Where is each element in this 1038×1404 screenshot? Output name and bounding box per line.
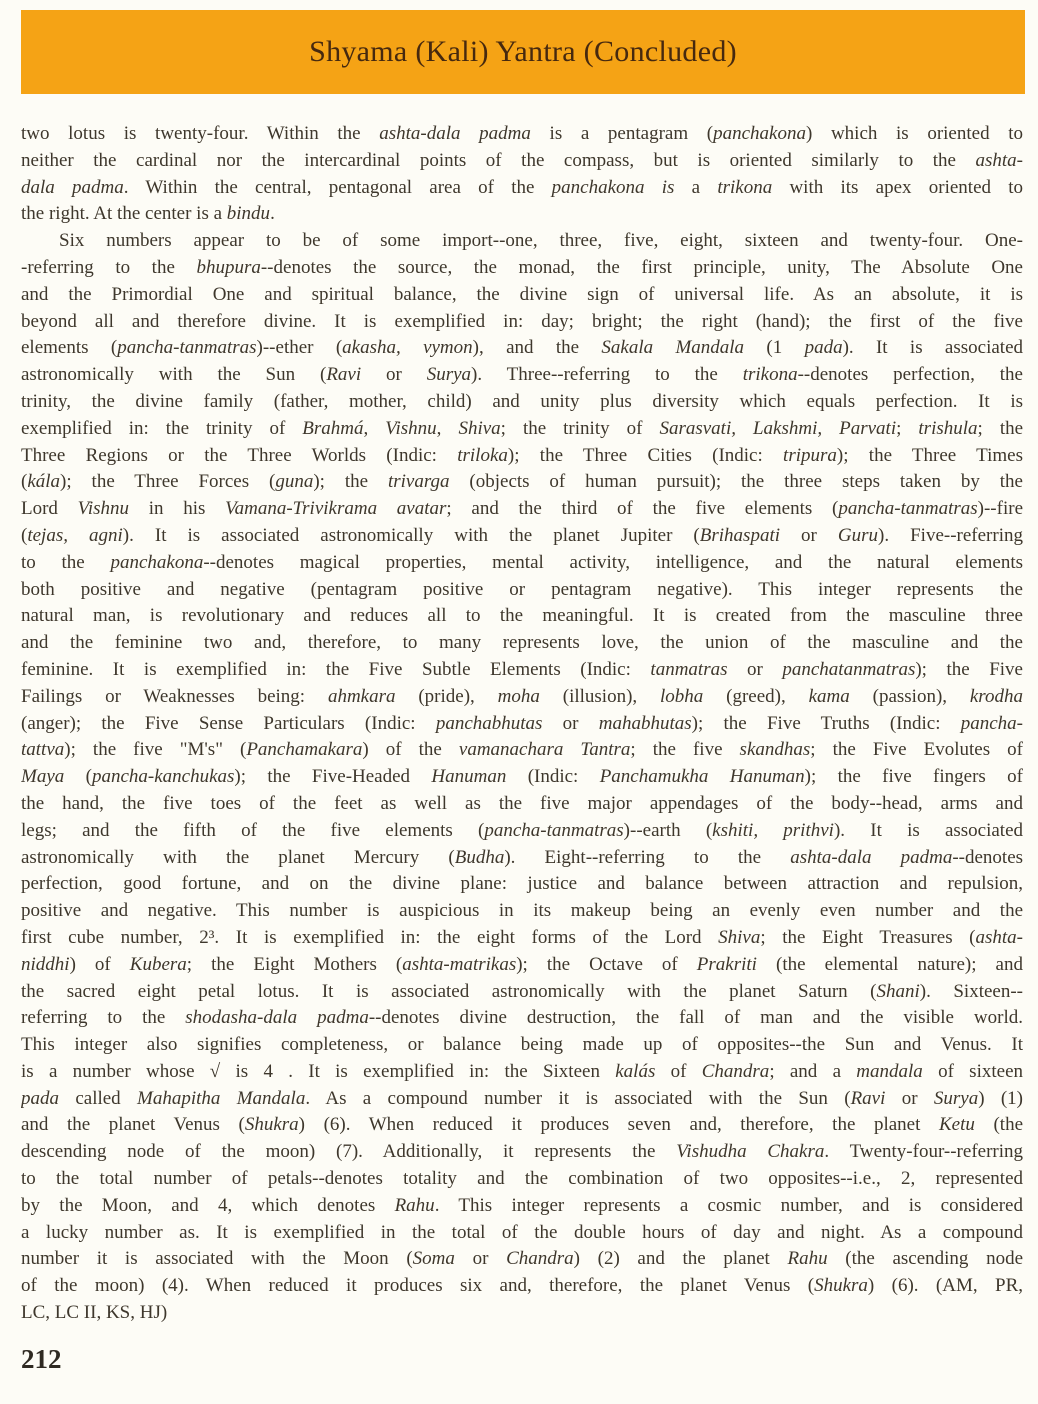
text-line: beyond all and therefore divine. It is exemplified in: day; bright; the right (hand); the first of the five (21, 310, 1023, 332)
text-line: is a number whose √ is 4 . It is exemplified in: the Sixteen kalás of Chandra; and a mandala of sixteen (21, 1060, 1023, 1082)
text-line: -referring to the bhupura--denotes the source, the monad, the first principle, unity, The Absolute One (21, 256, 1023, 278)
text-line: referring to the shodasha-dala padma--denotes divine destruction, the fall of man and the visible world. (21, 1007, 1023, 1029)
text-line: of the moon) (4). When reduced it produces six and, therefore, the planet Venus (Shukra) (6). (AM, PR, (21, 1275, 1023, 1297)
text-line: (anger); the Five Sense Particulars (Indic: panchabhutas or mahabhutas); the Five Truths (Indic: pancha- (21, 712, 1023, 734)
text-line: elements (pancha-tanmatras)--ether (akasha, vymon), and the Sakala Mandala (1 pada). It is associated (21, 337, 1023, 359)
text-line: Maya (pancha-kanchukas); the Five-Headed Hanuman (Indic: Panchamukha Hanuman); the five fingers of (21, 766, 1023, 788)
text-line: exemplified in: the trinity of Brahmá, Vishnu, Shiva; the trinity of Sarasvati, Lakshmi, Parvati; trishula; the (21, 417, 1023, 439)
text-line: astronomically with the planet Mercury (Budha). Eight--referring to the ashta-dala padma--denotes (21, 846, 1023, 868)
text-line: astronomically with the Sun (Ravi or Surya). Three--referring to the trikona--denotes perfection, the (21, 364, 1023, 386)
text-line: to the panchakona--denotes magical properties, mental activity, intelligence, and the natural elements (21, 551, 1023, 573)
text-line: and the feminine two and, therefore, to many represents love, the union of the masculine and the (21, 632, 1023, 654)
text-line: feminine. It is exemplified in: the Five Subtle Elements (Indic: tanmatras or panchatanmatras); the Five (21, 658, 1023, 680)
text-line: by the Moon, and 4, which denotes Rahu. This integer represents a cosmic number, and is considered (21, 1194, 1023, 1216)
page-number: 212 (21, 1344, 62, 1374)
text-line: legs; and the fifth of the five elements (pancha-tanmatras)--earth (kshiti, prithvi). It is associated (21, 819, 1023, 841)
text-line: LC, LC II, KS, HJ) (21, 1302, 168, 1324)
text-line: natural man, is revolutionary and reduces all to the meaningful. It is created from the masculine three (21, 605, 1023, 627)
page-title: Shyama (Kali) Yantra (Concluded) (309, 35, 737, 68)
text-line: a lucky number as. It is exemplified in the total of the double hours of day and night. As a compound (21, 1221, 1023, 1243)
text-line: Lord Vishnu in his Vamana-Trivikrama avatar; and the third of the five elements (pancha-tanmatras)--fire (21, 498, 1023, 520)
text-line: tattva); the five "M's" (Panchamakara) of the vamanachara Tantra; the five skandhas; the Five Evolutes of (21, 739, 1023, 761)
text-line: to the total number of petals--denotes totality and the combination of two opposites--i.e., 2, represented (21, 1168, 1023, 1190)
text-line: both positive and negative (pentagram positive or pentagram negative). This integer represents the (21, 578, 1023, 600)
text-line: first cube number, 2³. It is exemplified in: the eight forms of the Lord Shiva; the Eight Treasures (ashta- (21, 926, 1023, 948)
text-line: the hand, the five toes of the feet as well as the five major appendages of the body--head, arms and (21, 792, 1023, 814)
title-banner (21, 10, 1025, 94)
text-line: the sacred eight petal lotus. It is associated astronomically with the planet Saturn (Shani). Sixteen-- (21, 980, 1023, 1002)
text-line: This integer also signifies completeness, or balance being made up of opposites--the Sun and Venus. It (21, 1034, 1023, 1056)
body-text (21, 121, 1023, 1327)
text-line: and the Primordial One and spiritual balance, the divine sign of universal life. As an absolute, it is (21, 283, 1023, 305)
text-line: number it is associated with the Moon (Soma or Chandra) (2) and the planet Rahu (the ascending node (21, 1248, 1023, 1270)
text-line: positive and negative. This number is auspicious in its makeup being an evenly even number and the (21, 900, 1023, 922)
text-line: neither the cardinal nor the intercardinal points of the compass, but is oriented similarly to the ashta- (21, 149, 1023, 171)
text-line: and the planet Venus (Shukra) (6). When reduced it produces seven and, therefore, the planet Ketu (the (21, 1114, 1023, 1136)
text-line: two lotus is twenty-four. Within the ashta-dala padma is a pentagram (panchakona) which is oriented to (21, 123, 1023, 144)
text-line: the right. At the center is a bindu. (21, 203, 275, 225)
text-line: Three Regions or the Three Worlds (Indic: triloka); the Three Cities (Indic: tripura); the Three Times (21, 444, 1023, 466)
text-line: Failings or Weaknesses being: ahmkara (pride), moha (illusion), lobha (greed), kama (passion), krodha (21, 685, 1023, 707)
text-line: trinity, the divine family (father, mother, child) and unity plus diversity which equals perfection. It is (21, 390, 1023, 412)
text-line: Six numbers appear to be of some import--one, three, five, eight, sixteen and twenty-four. One- (59, 230, 1023, 252)
text-line: descending node of the moon) (7). Additionally, it represents the Vishudha Chakra. Twenty-four--referring (21, 1141, 1023, 1163)
text-line: (kála); the Three Forces (guna); the trivarga (objects of human pursuit); the three steps taken by the (21, 471, 1023, 493)
text-line: (tejas, agni). It is associated astronomically with the planet Jupiter (Brihaspati or Guru). Five--referring (21, 524, 1023, 546)
text-line: pada called Mahapitha Mandala. As a compound number it is associated with the Sun (Ravi or Surya) (1) (21, 1087, 1023, 1109)
text-line: niddhi) of Kubera; the Eight Mothers (ashta-matrikas); the Octave of Prakriti (the elemental nature); and (21, 953, 1023, 975)
text-line: perfection, good fortune, and on the divine plane: justice and balance between attraction and repulsion, (21, 873, 1023, 895)
text-line: dala padma. Within the central, pentagonal area of the panchakona is a trikona with its apex oriented to (21, 176, 1023, 198)
